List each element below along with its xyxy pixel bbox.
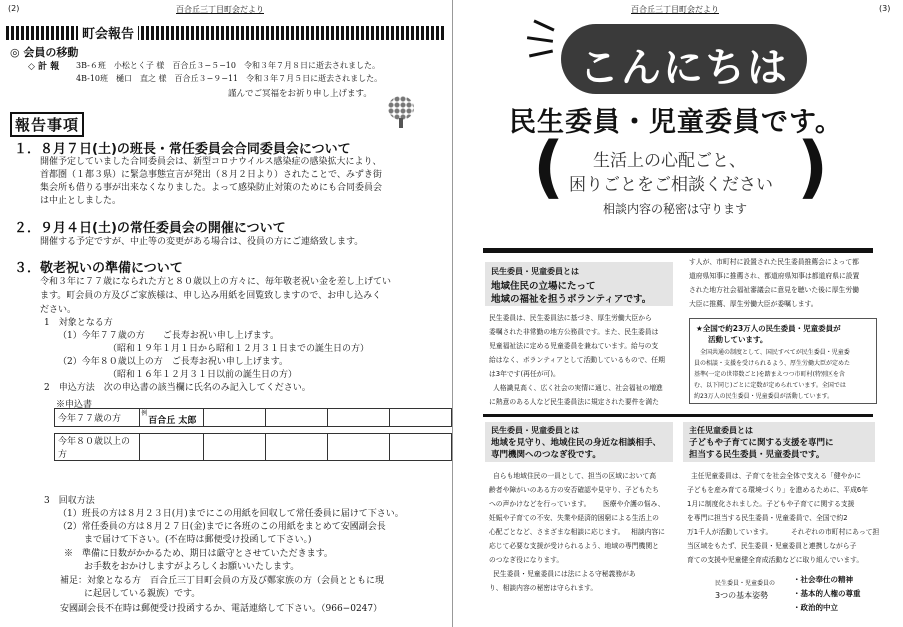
supplement: 補足：対象となる方 百合丘三丁目町会員の方及び鄭家族の方（会員とともに現 [60, 576, 385, 586]
member-heading: ◎ 会員の移動 [10, 46, 79, 59]
collect-note: ※ 準備に日数がかかるため、期日は厳守とさせていただきます。 [64, 549, 333, 559]
body-text: への声かけなどを行っています。 [489, 500, 591, 508]
collect-line: （2）常任委員の方は８月２７日(金)までに各班のこの用紙をまとめて安國副会長 [58, 522, 386, 532]
item3-line: ださい。 [40, 305, 77, 315]
divider-rule [483, 414, 873, 417]
note-text: 員の相談・支援を受けられるよう、厚生労働大臣が定めた [694, 360, 851, 367]
obituary-label: ◇ 計 報 [28, 62, 60, 72]
target-line: （昭和１６年１２月３１日以前の誕生日の方） [108, 370, 298, 380]
section-heading: 担当する民生委員・児童委員です。 [689, 450, 825, 460]
apply-method: 2 申込方法 次の申込書の該当欄に氏名のみ記入してください。 [44, 383, 311, 393]
section-kicker: 民生委員・児童委員とは [491, 267, 579, 276]
body-text: 妊娠や子育ての不安、失業や経済的困窮による生活上の [489, 514, 659, 522]
left-paren: ( [533, 128, 565, 207]
right-page [452, 0, 903, 627]
divider-rule [483, 248, 873, 253]
note-heading: 活動しています。 [708, 335, 768, 344]
body-text: 民生委員・児童委員には法による守秘義務があ [493, 570, 636, 578]
tagline: 困りごとをご相談ください [569, 175, 773, 195]
tagline: 生活上の心配ごと、 [593, 151, 746, 171]
body-text: 民生委員は、民生委員法に基づき、厚生労働大臣から [489, 314, 652, 322]
page-number: (2) [8, 4, 20, 13]
body-text: 心配ごとなど、さまざまな相談に応じます。 [489, 528, 625, 536]
note-text: 全国共通の制度として、国民すべてが民生委員・児童委 [700, 349, 850, 356]
form-cell [389, 434, 451, 461]
form-row-label: 今年８０歳以上の方 [55, 434, 140, 461]
body-text: 自らも地域住民の一員として、担当の区域において高 [493, 472, 656, 480]
basic-principle: ・社会奉仕の精神 [793, 575, 853, 584]
body-text: 委嘱された非常勤の地方公務員です。また、民生委員は [489, 328, 659, 336]
target-heading: 1 対象となる方 [44, 318, 113, 328]
section-heading: 専門機関へのつなぎ役です。 [491, 450, 601, 460]
body-text: 大臣に推薦、厚生労働大臣が委嘱します。 [689, 300, 818, 308]
example-name: 百合丘 太郎 [148, 416, 197, 426]
application-form [54, 408, 452, 461]
item3-title: ３．敬老祝いの準備について [14, 261, 183, 276]
collect-line: まで届けて下さい。(不在時は郵便受け投函して下さい。) [84, 535, 312, 545]
basic-label: 民生委員・児童委員の [715, 580, 776, 587]
body-text: 当区域をもたず、民生委員・児童委員と連携しながら子 [687, 542, 857, 550]
form-cell [204, 434, 266, 461]
example-mark: 例 [141, 410, 148, 417]
body-text: を専門に担当する民生委員・児童委員で、全国で約2 [687, 514, 848, 522]
form-cell [328, 434, 390, 461]
collect-heading: 3 回収方法 [44, 496, 95, 506]
headline: 民生委員・児童委員です。 [509, 107, 843, 138]
basic-principle: ・基本的人権の尊重 [793, 589, 861, 598]
section-title: 町会報告 [78, 23, 138, 42]
hello-text: こんにちは [579, 45, 789, 91]
body-text: 人格識見高く、広く社会の実情に通じ、社会福祉の増進 [493, 384, 663, 392]
note-heading: ★全国で約23万人の民生委員・児童委員が [696, 324, 841, 333]
section-title-band [6, 26, 446, 40]
basic-principle: ・政治的中立 [793, 603, 838, 612]
obituary-row: 3B-６班 小松とく子 様 百合丘３−５−10 令和３年７月８日に逝去されました。 [76, 61, 380, 70]
body-text: 主任児童委員は、子育てを社会全体で支える「健やかに [691, 472, 861, 480]
body-text: り、相談内容の秘密は守られます。 [489, 584, 598, 592]
contact-line: 安國副会長不在時は郵便受け投函するか、電話連絡して下さい。（966−0247） [60, 604, 383, 614]
body-text: 医療や介護の悩み、 [603, 500, 665, 508]
body-text: された地方社会福祉審議会に意見を聴いた後に厚生労働 [689, 286, 859, 294]
note-text: 基準(一定の世帯数ごと)を踏まえつつ市町村(特別区を含 [694, 371, 845, 378]
form-cell [266, 434, 328, 461]
note-box [689, 318, 877, 404]
body-text: 相談内容に [631, 528, 665, 536]
tree-trunk [399, 118, 403, 128]
burst-line [533, 19, 554, 31]
collect-note: お手数をおかけしますがよろしくお願いいたします。 [84, 562, 300, 572]
target-line: （1）今年７７歳の方 ご長寿お祝い申し上げます。 [58, 331, 280, 341]
item1-title: １．８月７日(土)の班長・常任委員会合同委員会について [14, 142, 351, 157]
section-heading: 地域住民の立場にたって [491, 281, 596, 292]
section-what-is [485, 262, 673, 306]
body-text: 道府県知事に推薦され、都道府県知事は都道府県に設置 [689, 272, 860, 280]
target-line: （2）今年８０歳以上の方 ご長寿お祝い申し上げます。 [58, 357, 289, 367]
form-row-label: 今年７７歳の方 [55, 409, 140, 427]
section-heading: 子どもや子育てに関する支援を専門に [689, 438, 834, 448]
basic-label: 3つの基本姿勢 [715, 591, 769, 600]
item1-line: 首都圏（１都３県）に緊急事態宣言が発出（８月２日より）されたことで、みずき街 [40, 170, 382, 180]
form-cell [204, 409, 266, 427]
body-text: 子どもを産み育てる環境づくり」を進めるために、平成6年 [687, 486, 869, 494]
body-text: 万1千人が活動しています。 [687, 528, 773, 536]
body-text: 齢者や障がいのある方の安否確認や見守り、子どもたち [489, 486, 659, 494]
page-number: (3) [879, 4, 891, 13]
body-text: す人が、市町村に設置された民生委員推薦会によって都 [689, 258, 859, 266]
section-kicker: 主任児童委員とは [689, 426, 753, 435]
right-paren: ) [797, 128, 829, 207]
body-text: 応じて必要な支援が受けられるよう、地域の専門機関と [489, 542, 659, 550]
item1-line: 集会所も借りる事が出来なくなりました。よって感染防止対策のためにも合同委員会 [40, 183, 383, 193]
secret-note: 相談内容の秘密は守ります [603, 202, 748, 216]
section-heading: 地域の福祉を担うボランティアです。 [491, 294, 652, 305]
collect-line: （1）班長の方は８月２３日(月)までにこの用紙を回収して常任委員に届けて下さい。 [58, 509, 404, 519]
section-heading: 地域を見守り、地域住民の身近な相談相手、 [491, 438, 662, 448]
body-text: 児童福祉法に定める児童委員を兼ねています。給与の支 [489, 342, 659, 350]
item2-title: ２．９月４日(土)の常任委員会の開催について [14, 221, 286, 236]
item3-line: ます。町会員の方及びご家族様は、申し込み用紙を回覧致しますので、お申し込みく [40, 291, 382, 301]
item2-line: 開催する予定ですが、中止等の変更がある場合は、役員の方にご連絡致します。 [40, 237, 364, 247]
item1-line: は中止としました。 [40, 196, 122, 206]
section-kicker: 民生委員・児童委員とは [491, 426, 579, 435]
note-text: 約23万人の民生委員・児童委員が活動しています。 [694, 393, 834, 400]
body-text: は3年です(再任が可)。 [489, 370, 560, 378]
form-cell [389, 409, 451, 427]
target-line: （昭和１９年１月１日から昭和１２月３１日までの誕生日の方） [108, 344, 370, 354]
form-cell [140, 434, 204, 461]
section-chief [683, 422, 875, 462]
tree-illustration [388, 96, 414, 120]
form-spacer [55, 427, 452, 434]
body-text: 給はなく、ボランティアとして活動しているもので、任期 [489, 356, 665, 364]
body-text: 1月に制度化されました。子どもや子育てに関する支援 [687, 500, 855, 508]
running-head: 百合丘三丁目町会だより [176, 5, 264, 14]
form-label: ※申込書 [56, 400, 93, 410]
report-title: 報告事項 [10, 112, 84, 137]
burst-line [527, 36, 553, 43]
running-head: 百合丘三丁目町会だより [631, 5, 719, 14]
body-text: 育ての支援や児童健全育成活動などに取り組んでいます。 [687, 556, 864, 564]
form-cell [328, 409, 390, 427]
body-text: に熱意のある人など民生委員法に規定された要件を満た [489, 398, 659, 406]
section-role [485, 422, 673, 462]
obituary-row: 4B-10班 樋口 直之 様 百合丘３−９−11 令和３年７月５日に逝去されました。 [76, 74, 383, 83]
form-cell [140, 409, 204, 427]
item3-line: 令和３年に７７歳になられた方と８０歳以上の方々に、毎年敬老祝い金を差し上げてい [40, 277, 392, 287]
form-cell [266, 409, 328, 427]
condolence-text: 謹んでご冥福をお祈り申し上げます。 [228, 89, 372, 99]
body-text: のつなぎ役になります。 [489, 556, 564, 564]
item1-line: 開催予定していました合同委員会は、新型コロナウイルス感染症の感染拡大により、 [40, 157, 382, 167]
supplement: に起居している親族）です。 [84, 589, 201, 599]
note-text: む、以下同じ)ごとに定数が定められています。全国では [694, 382, 846, 389]
body-text: それぞれの市町村にあって担 [791, 528, 880, 536]
burst-line [529, 50, 553, 58]
